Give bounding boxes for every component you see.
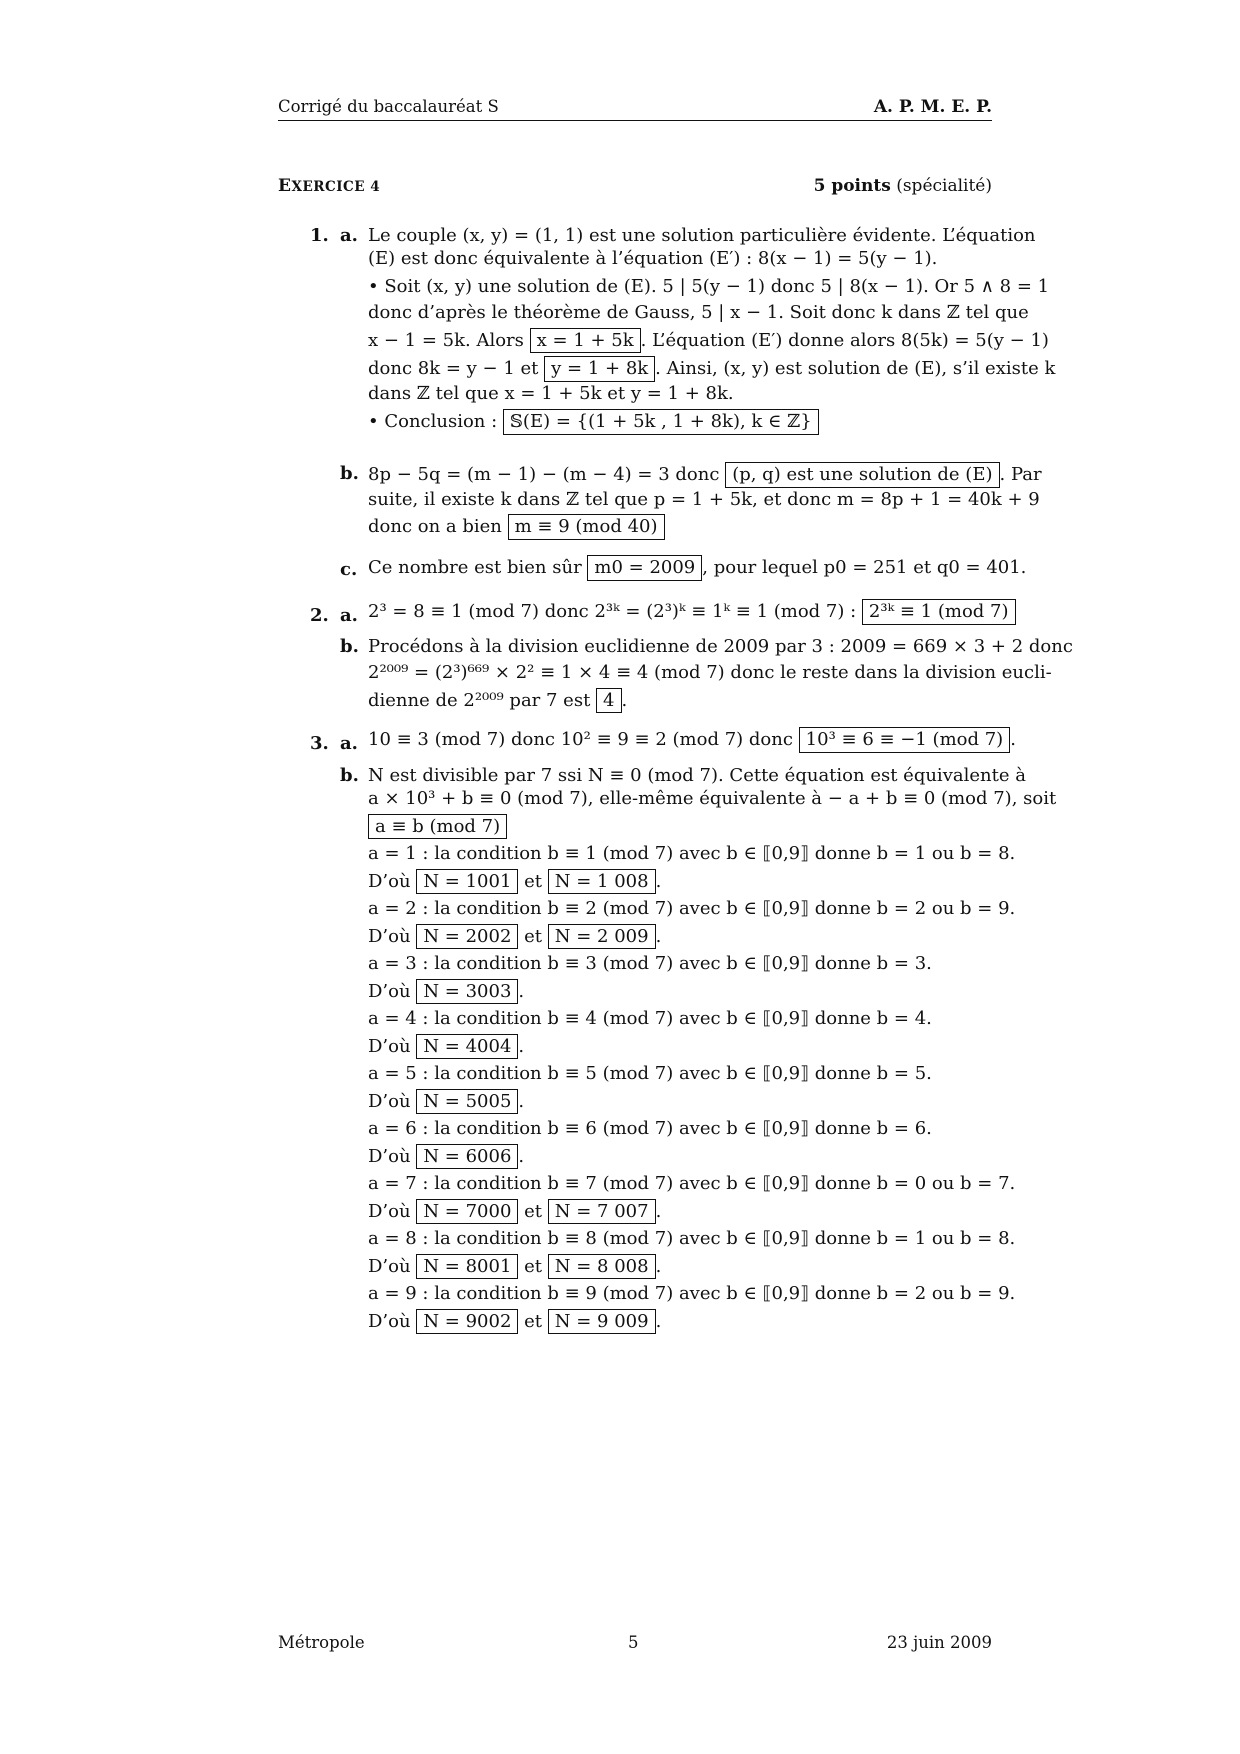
et-text: et [524,1255,543,1277]
text: 8p − 5q = (m − 1) − (m − 4) = 3 donc [368,464,720,485]
q2a-label: a. [340,605,358,626]
q1b-line: suite, il existe k dans ℤ tel que p = 1 + 5k, et donc m = 8p + 1 = 40k + 9 [368,488,1040,510]
q1b-line [368,514,993,540]
period: . [518,1035,525,1057]
exercise-title-rest: XERCICE 4 [291,179,381,195]
boxed-result: N = 1 008 [548,869,656,895]
period: . [518,1145,525,1167]
period: . [655,870,662,892]
boxed-result: 2³ᵏ ≡ 1 (mod 7) [862,599,1016,625]
dou-text: D’où [368,1255,411,1277]
page-header [278,96,992,122]
case-condition: a = 4 : la condition b ≡ 4 (mod 7) avec b ∈ ⟦0,9⟧ donne b = 4. [368,1008,932,1030]
q1c-line [368,555,1027,581]
q1a-line [368,409,993,435]
q3a-label: a. [340,733,358,754]
q3a-line [368,727,1016,753]
dou-text: D’où [368,1090,411,1112]
boxed-result: y = 1 + 8k [544,356,655,382]
q2b-line: 2²⁰⁰⁹ = (2³)⁶⁶⁹ × 2² ≡ 1 × 4 ≡ 4 (mod 7) donc le reste dans la division eucli- [368,662,1052,684]
period: . [655,1310,662,1332]
page-footer [278,1632,992,1656]
text: • Conclusion : [368,411,498,433]
case-condition: a = 1 : la condition b ≡ 1 (mod 7) avec b ∈ ⟦0,9⟧ donne b = 1 ou b = 8. [368,843,1016,865]
header-rule [278,120,992,121]
boxed-result: N = 9 009 [548,1309,656,1335]
boxed-result: N = 7 007 [548,1199,656,1225]
q1a-line: • Soit (x, y) une solution de (E). 5 | 5(y − 1) donc 5 | 8(x − 1). Or 5 ∧ 8 = 1 [368,275,1050,297]
boxed-result: x = 1 + 5k [530,328,641,354]
q3b-body [368,764,1057,1334]
boxed-result: N = 8001 [416,1254,518,1280]
text: x − 1 = 5k. Alors [368,329,524,351]
et-text: et [524,925,543,947]
boxed-result: N = 1001 [416,869,518,895]
dou-text: D’où [368,870,411,892]
points-spec: (spécialité) [896,176,992,196]
case-condition: a = 2 : la condition b ≡ 2 (mod 7) avec b ∈ ⟦0,9⟧ donne b = 2 ou b = 9. [368,898,1016,920]
q1a-body [368,224,1056,435]
case-condition: a = 7 : la condition b ≡ 7 (mod 7) avec b ∈ ⟦0,9⟧ donne b = 0 ou b = 7. [368,1173,1016,1195]
q2a-line [368,599,1009,625]
boxed-result: (p, q) est une solution de (E) [725,462,999,488]
text: 2³ = 8 ≡ 1 (mod 7) donc 2³ᵏ = (2³)ᵏ ≡ 1ᵏ ≡ 1 (mod 7) : [368,601,857,622]
period: . [655,925,662,947]
boxed-result: N = 3003 [416,979,518,1005]
exercise-title-initial: E [278,176,292,196]
q3-number: 3. [310,733,329,754]
boxed-result: 𝕊(E) = {(1 + 5k , 1 + 8k), k ∈ ℤ} [503,409,819,435]
exercise-heading [278,175,992,201]
case-result [368,1089,993,1115]
period: . [518,1090,525,1112]
q3a-body [368,727,1016,753]
cases-list [368,842,1016,1334]
q1a-line [368,328,1049,354]
q2a-body [368,599,1009,625]
q1b-body [368,462,1042,540]
period: . [655,1255,662,1277]
header-title: Corrigé du baccalauréat S [278,97,499,116]
text: . Par [999,464,1042,485]
boxed-result: m ≡ 9 (mod 40) [508,514,665,540]
footer-page-number: 5 [628,1633,639,1652]
dou-text: D’où [368,1145,411,1167]
et-text: et [524,1200,543,1222]
footer-date: 23 juin 2009 [886,1633,992,1652]
dou-text: D’où [368,1035,411,1057]
q1c-body [368,555,1027,581]
case-condition: a = 5 : la condition b ≡ 5 (mod 7) avec b ∈ ⟦0,9⟧ donne b = 5. [368,1063,932,1085]
q2b-label: b. [340,636,359,657]
q1a-line: donc d’après le théorème de Gauss, 5 | x − 1. Soit donc k dans ℤ tel que [368,302,1029,324]
exercise-title [278,175,380,197]
boxed-result: N = 9002 [416,1309,518,1335]
q1b-line [368,462,1042,488]
q1a-line: dans ℤ tel que x = 1 + 5k et y = 1 + 8k. [368,382,734,404]
q3b-line: N est divisible par 7 ssi N ≡ 0 (mod 7). Cette équation est équivalente à [368,765,1026,786]
case-result [368,1254,993,1280]
case-result [368,1199,993,1225]
period: . [518,980,525,1002]
q2b-body [368,635,1073,713]
boxed-result: a ≡ b (mod 7) [368,814,507,840]
case-condition: a = 6 : la condition b ≡ 6 (mod 7) avec b ∈ ⟦0,9⟧ donne b = 6. [368,1118,932,1140]
boxed-result: 10³ ≡ 6 ≡ −1 (mod 7) [799,727,1011,753]
q1-number: 1. [310,225,329,246]
q1a-line [368,356,1056,382]
text: 10 ≡ 3 (mod 7) donc 10² ≡ 9 ≡ 2 (mod 7) donc [368,729,793,750]
et-text: et [524,870,543,892]
boxed-result: N = 4004 [416,1034,518,1060]
q1a-line: Le couple (x, y) = (1, 1) est une solution particulière évidente. L’équation [368,225,1036,246]
boxed-result: N = 2002 [416,924,518,950]
case-condition: a = 9 : la condition b ≡ 9 (mod 7) avec b ∈ ⟦0,9⟧ donne b = 2 ou b = 9. [368,1283,1016,1305]
text: . L’équation (E′) donne alors 8(5k) = 5(y − 1) [640,329,1049,351]
q2b-line [368,688,993,714]
q1c-label: c. [340,559,358,580]
exercise-points [814,175,992,197]
header-apmep: A. P. M. E. P. [873,97,992,117]
boxed-result: N = 7000 [416,1199,518,1225]
text: donc on a bien [368,515,502,537]
case-condition: a = 3 : la condition b ≡ 3 (mod 7) avec b ∈ ⟦0,9⟧ donne b = 3. [368,953,932,975]
q1a-line: (E) est donc équivalente à l’équation (E′) : 8(x − 1) = 5(y − 1). [368,248,938,270]
q3b-label: b. [340,765,359,786]
case-result [368,979,993,1005]
case-result [368,1144,993,1170]
points-value: 5 points [813,176,891,196]
boxed-result: 4 [596,688,621,714]
q2-number: 2. [310,605,329,626]
text: donc 8k = y − 1 et [368,358,539,380]
et-text: et [524,1310,543,1332]
boxed-result: m0 = 2009 [587,555,702,581]
case-result [368,1309,993,1335]
text: dienne de 2²⁰⁰⁹ par 7 est [368,689,591,711]
case-result [368,924,993,950]
boxed-result: N = 5005 [416,1089,518,1115]
boxed-result: N = 8 008 [548,1254,656,1280]
dou-text: D’où [368,1200,411,1222]
case-condition: a = 8 : la condition b ≡ 8 (mod 7) avec b ∈ ⟦0,9⟧ donne b = 1 ou b = 8. [368,1228,1016,1250]
dou-text: D’où [368,925,411,947]
dou-text: D’où [368,1310,411,1332]
text: . [1010,729,1016,750]
text: Ce nombre est bien sûr [368,557,582,578]
dou-text: D’où [368,980,411,1002]
boxed-result: N = 2 009 [548,924,656,950]
q2b-line: Procédons à la division euclidienne de 2009 par 3 : 2009 = 669 × 3 + 2 donc [368,636,1073,657]
footer-location: Métropole [278,1633,365,1652]
q3b-line [368,814,993,840]
boxed-result: N = 6006 [416,1144,518,1170]
text: . [621,689,628,711]
case-result [368,1034,993,1060]
case-result [368,869,993,895]
text: , pour lequel p0 = 251 et q0 = 401. [702,557,1027,578]
q1b-label: b. [340,463,359,484]
q3b-line: a × 10³ + b ≡ 0 (mod 7), elle-même équivalente à − a + b ≡ 0 (mod 7), soit [368,788,1057,810]
q1a-label: a. [340,225,358,246]
text: . Ainsi, (x, y) est solution de (E), s’il existe k [655,358,1056,380]
period: . [655,1200,662,1222]
